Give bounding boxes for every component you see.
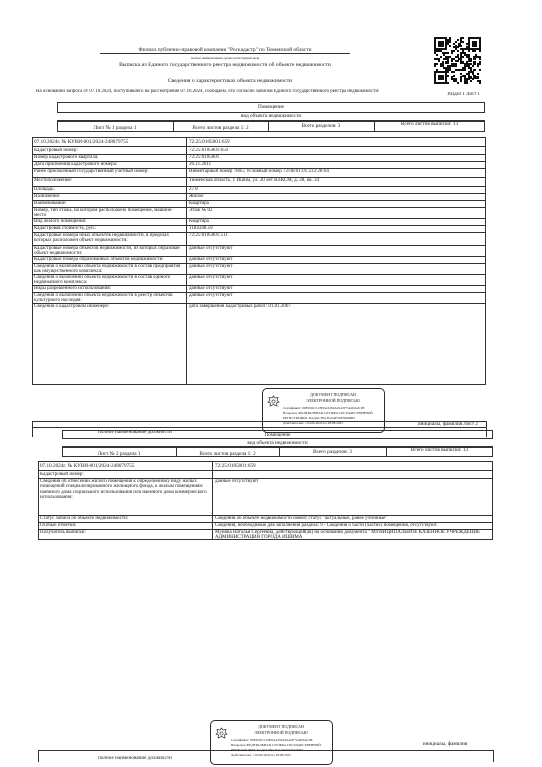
- sheet1-row-label: Сведения о включении объекта недвижимости в реестр объектов культурного наследия:: [34, 292, 173, 303]
- sheet1-row-value: данные отсутствуют: [189, 245, 233, 251]
- sheet1-row-value: данные отсутствуют: [189, 263, 233, 269]
- sheet1-row-value: Квартира: [189, 218, 209, 224]
- sheet2-sheets-in-section: Всего листов раздела 1: 2: [199, 451, 256, 457]
- sheet1-row-label: Сведения о включении объекта недвижимости в состав предприятия как имущественного комплекса:: [34, 263, 181, 274]
- stamp1-line2: ЭЛЕКТРОННОЙ ПОДПИСЬЮ: [306, 398, 360, 403]
- stamp2-line4: Владелец: ФЕДЕРАЛЬНАЯ СЛУЖБА ГОСУДАРСТВЕННОЙ: [231, 743, 321, 747]
- sheet2-row-value: Муняна Наталья Сергеевна, действующий(ая) на основании документа " МУНИЦИПАЛЬНОЕ КАЗЕННОЕ УЧРЕЖДЕНИЕ АДМИНИСТРАЦИЯ ГОРОДА ИШИМА: [215, 529, 480, 541]
- sheet1-row-label: Вид жилого помещения:: [34, 218, 87, 224]
- sheet2-row-value: Сведения, необходимые для заполнения раздела: 9 - Сведения о части (частях) помещения, отсутствуют.: [215, 522, 438, 528]
- section-label: Раздел 1 Лист 1: [447, 92, 480, 97]
- sheet1-row-value: Тюменская область, г. Ишим, ул. 30 лет ВЛКСМ, д. 28, кв. 34: [189, 177, 320, 183]
- sheet1-date-num: 07.10.2024г. № КУВИ-001/2024-248079755: [34, 139, 129, 145]
- sheet1-row-value: Жилое: [189, 193, 204, 199]
- info-title: Сведения о характеристиках объекта недвижимости: [167, 78, 293, 84]
- qr-code: [434, 37, 481, 84]
- sheet2-sig-position: полное наименование должности: [98, 755, 172, 761]
- sheet1-row-value: 27.8: [189, 186, 198, 192]
- emblem-icon: [267, 395, 280, 409]
- sheet1-cad-no-top: 72:25:0105001:659: [189, 139, 230, 145]
- sheet1-row-value: 72:25:0105001: [189, 154, 220, 160]
- sheet1-sections-total: Всего разделов: 3: [301, 123, 341, 129]
- sheet2-sig-name: инициалы, фамилия: [422, 741, 468, 747]
- stamp2-line5: РЕГИСТРАЦИИ, КАДАСТРА И КАРТОГРАФИИ: [231, 748, 303, 752]
- sheet1-row-label: Виды разрешенного использования:: [34, 285, 111, 291]
- sheet1-row-value: Этаж № 02: [189, 207, 213, 213]
- sheet1-row-label: Ранее присвоенный государственный учетный номер:: [34, 168, 149, 174]
- sheet1-row-value: 72:25:0105001:511: [189, 232, 228, 238]
- stamp1-line3: Сертификат: 00E5D2CC23E0A2450A45A5F7A4DA4C9E: [283, 406, 365, 410]
- sheet2-row-label: Получатель выписки:: [40, 529, 86, 535]
- sheet1-row-value: 26.11.2011: [189, 161, 212, 167]
- sheet2-row-label: Сведения об отнесении жилого помещения к определенному виду жилых помещений специализированного жилищного фонда, к жилым помещениям наемного дома социального использования или наемного дома коммерческого использования:: [40, 478, 207, 501]
- sheet1-row-label: Номер, тип этажа, на котором расположено помещение, машино-место: [34, 207, 173, 218]
- sheet1-sig-name: инициалы, фамилия: [417, 421, 463, 427]
- sheet1-row-value: данные отсутствуют: [189, 285, 233, 291]
- sheet2-row-label: Особые отметки:: [40, 522, 77, 528]
- stamp1-line5: РЕГИСТРАЦИИ, КАДАСТРА И КАРТОГРАФИИ: [283, 416, 355, 420]
- sheet1-row-label: Площадь:: [34, 186, 55, 192]
- sheet2-date-num: 07.10.2024г. № КУВИ-001/2024-248079755: [40, 463, 135, 469]
- sheet1-row-label: Местоположение:: [34, 177, 73, 183]
- sheet2-sheet-no: Лист № 2 раздела 1: [97, 451, 141, 457]
- sheet1-row-label: Кадастровые номера образованных объектов недвижимости:: [34, 256, 164, 262]
- sheet1-sig-position: полное наименование должности: [98, 429, 172, 435]
- stamp2-line2: ЭЛЕКТРОННОЙ ПОДПИСЬЮ: [254, 730, 308, 735]
- sheet2-row-label: Статус записи об объекте недвижимости:: [40, 515, 129, 521]
- sheet2-object-kind: Помещение: [264, 432, 291, 438]
- agency-caption: полное наименование органа регистрации прав: [190, 56, 260, 60]
- sheet1-row-label: Сведения о включении объекта недвижимости в состав единого недвижимого комплекса:: [34, 274, 171, 285]
- sheet1-row-label: Дата присвоения кадастрового номера:: [34, 161, 118, 167]
- sheet2-row-value: Сведения об объекте недвижимости имеют статус "актуальные, ранее учтенные": [215, 515, 388, 521]
- stamp2-line3: Сертификат: 00E5D2CC23E0A2450A45A5F7A4DA4C9E: [231, 738, 313, 742]
- sheet2-object-kind-caption: вид объекта недвижимости: [247, 440, 308, 446]
- stamp1-line6: Действителен: с 04.06.2024 по 28.08.2025: [283, 421, 343, 425]
- sheet1-row-label: Кадастровый номер:: [34, 147, 78, 153]
- sheet1-row-label: Назначение:: [34, 193, 61, 199]
- e-signature-stamp-2: [210, 720, 333, 765]
- sheet1-row-value: данные отсутствуют: [189, 274, 233, 280]
- sheet1-row-value: данные отсутствуют: [189, 256, 233, 262]
- sheet2-label: Лист 2: [463, 421, 478, 427]
- stamp1-line1: ДОКУМЕНТ ПОДПИСАН: [310, 392, 356, 397]
- sheet1-row-value: Квартира: [189, 200, 209, 206]
- sheet2-sheets-total: Всего листов выписки: 13: [410, 447, 469, 453]
- sheet1-row-label: Сведения о кадастровом инженере:: [34, 303, 110, 309]
- request-line: На основании запроса от 07.10.2024, поступившего на рассмотрение 07.10.2024, сообщаем, что согласно записям Единого государственного реестра недвижимости:: [36, 89, 380, 94]
- sheet1-row-label: Кадастровые номера иных объектов недвижимости, в пределах которых расположен объект недвижимости:: [34, 232, 169, 244]
- stamp2-line6: Действителен: с 04.06.2024 по 28.08.2025: [231, 753, 291, 757]
- sheet1-sheets-in-section: Всего листов раздела 1: 2: [192, 125, 249, 131]
- sheet1-row-value: 72:25:0105001:659: [189, 147, 229, 153]
- sheet1-row-value: данные отсутствуют: [189, 292, 233, 298]
- sheet1-row-label: Кадастровая стоимость, руб.:: [34, 225, 97, 231]
- sheet2-sections-total: Всего разделов: 3: [313, 449, 352, 455]
- extract-title: Выписка из Единого государственного реестра недвижимости об объекте недвижимости: [119, 62, 331, 68]
- agency-name: Филиал публично-правовой компании "Роскадастр" по Тюменской области: [100, 47, 350, 54]
- sheet1-row-label: Номер кадастрового квартала:: [34, 154, 99, 160]
- sheet1-sheet-no: Лист № 1 раздела 1: [93, 125, 137, 131]
- sheet1-object-kind: Помещение: [258, 104, 284, 110]
- sheet1-object-kind-caption: вид объекта недвижимости: [240, 113, 302, 119]
- sheet1-row-value: дата завершения кадастровых работ: 01.01.2007: [189, 303, 291, 309]
- sheet1-row-value: Инвентарный номер 7805; Условный номер 72:06/01:01:233:28:04: [189, 168, 329, 174]
- sheet1-sheets-total: Всего листов выписки: 13: [400, 121, 459, 127]
- stamp2-line1: ДОКУМЕНТ ПОДПИСАН: [258, 724, 304, 729]
- sheet2-row-value: данные отсутствуют: [215, 478, 259, 484]
- sheet2-cad-no: 72:25:0105001:659: [215, 463, 256, 469]
- sheet1-row-label: Кадастровые номера объектов недвижимости, из которых образован объект недвижимости:: [34, 245, 180, 256]
- sheet1-row-label: Наименование:: [34, 200, 67, 206]
- sheet2-row-label: Кадастровый номер:: [40, 471, 84, 477]
- emblem-icon: [215, 727, 228, 741]
- stamp1-line4: Владелец: ФЕДЕРАЛЬНАЯ СЛУЖБА ГОСУДАРСТВЕННОЙ: [283, 411, 373, 415]
- sheet1-row-value: 1184348.59: [189, 225, 213, 231]
